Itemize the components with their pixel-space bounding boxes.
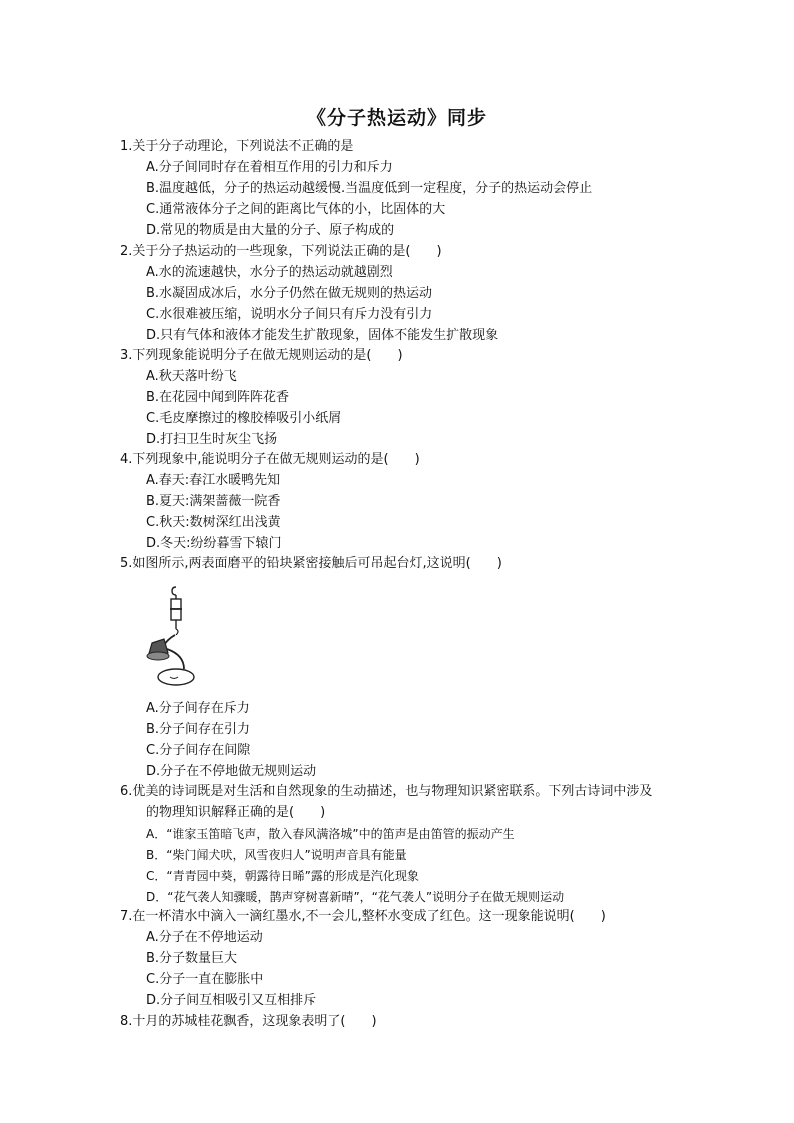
question-7-option-d: D.分子间互相吸引又互相排斥 xyxy=(146,993,317,1008)
page-title: 《分子热运动》同步 xyxy=(306,107,487,129)
question-6-stem: 6.优美的诗词既是对生活和自然现象的生动描述，也与物理知识紧密联系。下列古诗词中涉及 xyxy=(120,784,653,799)
question-6-option-b: B．“柴门闻犬吠，风雪夜归人”说明声音具有能量 xyxy=(146,848,407,862)
question-3-stem: 3.下列现象能说明分子在做无规则运动的是( ) xyxy=(120,348,403,363)
question-4-option-d: D.冬天:纷纷暮雪下辕门 xyxy=(146,536,282,551)
question-5-option-b: B.分子间存在引力 xyxy=(146,722,251,737)
question-7-option-b: B.分子数量巨大 xyxy=(146,951,238,966)
question-2-option-b: B.水凝固成冰后，水分子仍然在做无规则的热运动 xyxy=(146,286,433,301)
question-5-option-a: A.分子间存在斥力 xyxy=(146,701,250,716)
question-4-option-c: C.秋天:数树深红出浅黄 xyxy=(146,515,281,530)
question-3-option-d: D.打扫卫生时灰尘飞扬 xyxy=(146,432,278,447)
question-8-stem: 8.十月的苏城桂花飘香，这现象表明了( ) xyxy=(120,1014,377,1029)
question-7-option-c: C.分子一直在膨胀中 xyxy=(146,972,264,987)
question-6-option-d: D．“花气袭人知骤暖，鹊声穿树喜新晴”，“花气袭人”说明分子在做无规则运动 xyxy=(146,890,565,904)
question-5-stem: 5.如图所示,两表面磨平的铅块紧密接触后可吊起台灯,这说明( ) xyxy=(120,556,502,571)
question-5-option-c: C.分子间存在间隙 xyxy=(146,743,251,758)
question-4-option-a: A.春天:春江水暖鸭先知 xyxy=(146,473,281,488)
question-7-option-a: A.分子在不停地运动 xyxy=(146,930,263,945)
question-6-stem-continued: 的物理知识解释正确的是( ) xyxy=(146,805,326,820)
lead-block-lamp-figure xyxy=(138,585,198,691)
question-1-option-a: A.分子间同时存在着相互作用的引力和斥力 xyxy=(146,160,393,175)
question-2-stem: 2.关于分子热运动的一些现象，下列说法正确的是( ) xyxy=(120,244,442,259)
question-4-stem: 4.下列现象中,能说明分子在做无规则运动的是( ) xyxy=(120,452,420,467)
question-5-option-d: D.分子在不停地做无规则运动 xyxy=(146,764,317,779)
question-1-stem: 1.关于分子动理论，下列说法不正确的是 xyxy=(120,139,354,154)
question-1-option-c: C.通常液体分子之间的距离比气体的小，比固体的大 xyxy=(146,202,446,217)
question-6-option-a: A．“谁家玉笛暗飞声，散入春风满洛城”中的笛声是由笛管的振动产生 xyxy=(146,827,515,841)
question-6-option-c: C．“青青园中葵，朝露待日晞”露的形成是汽化现象 xyxy=(146,869,419,883)
question-2-option-c: C.水很难被压缩，说明水分子间只有斥力没有引力 xyxy=(146,307,433,322)
question-3-option-b: B.在花园中闻到阵阵花香 xyxy=(146,390,290,405)
question-3-option-c: C.毛皮摩擦过的橡胶棒吸引小纸屑 xyxy=(146,411,342,426)
question-2-option-d: D.只有气体和液体才能发生扩散现象，固体不能发生扩散现象 xyxy=(146,328,499,343)
question-1-option-d: D.常见的物质是由大量的分子、原子构成的 xyxy=(146,223,395,238)
question-4-option-b: B.夏天:满架蔷薇一院香 xyxy=(146,494,281,509)
question-7-stem: 7.在一杯清水中滴入一滴红墨水,不一会儿,整杯水变成了红色。这一现象能说明( ) xyxy=(120,909,606,924)
question-2-option-a: A.水的流速越快，水分子的热运动就越剧烈 xyxy=(146,265,393,280)
question-3-option-a: A.秋天落叶纷飞 xyxy=(146,369,237,384)
question-1-option-b: B.温度越低，分子的热运动越缓慢.当温度低到一定程度，分子的热运动会停止 xyxy=(146,181,593,196)
